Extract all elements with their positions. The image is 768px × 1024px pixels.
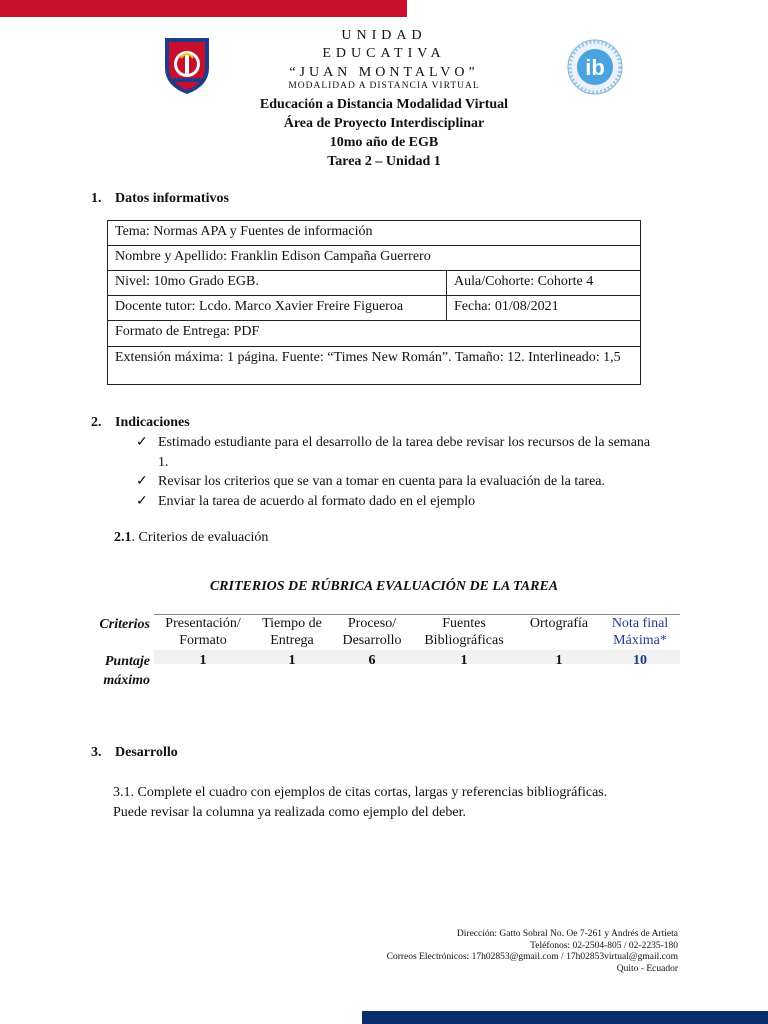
rubric-header-line-2: Formato: [179, 633, 227, 648]
list-item: [136, 492, 656, 512]
subsection-2-1-number: 2.1: [114, 530, 132, 545]
rubric-row-label-puntaje: [88, 652, 150, 690]
info-tema: Tema: Normas APA y Fuentes de información: [108, 221, 641, 246]
footer-contact: [387, 929, 678, 975]
document-heading: [0, 95, 768, 171]
rubric-score-proceso: 6: [368, 653, 376, 668]
rubric-header-line-2: Desarrollo: [342, 633, 402, 648]
desarrollo-line-2: Puede revisar la columna ya realizada como ejemplo del deber.: [113, 805, 466, 820]
rubric-row-label-criterios: Criterios: [99, 617, 150, 632]
checkmark-icon: ✓: [136, 493, 148, 509]
footer-telefonos: Teléfonos: 02-2504-805 / 02-2235-180: [530, 940, 678, 951]
rubric-score-presentacion: 1: [199, 653, 207, 668]
rubric-header-line-1: Proceso/: [347, 616, 397, 631]
info-formato: Formato de Entrega: PDF: [108, 321, 641, 347]
school-modality: MODALIDAD A DISTANCIA VIRTUAL: [288, 81, 480, 91]
list-item-text: Enviar la tarea de acuerdo al formato dado en el ejemplo: [158, 493, 476, 509]
rubric-score-nota-final: 10: [633, 653, 647, 668]
heading-line-3: 10mo año de EGB: [329, 135, 439, 150]
rubric-score-tiempo: 1: [288, 653, 296, 668]
section-1-number: 1.: [91, 191, 102, 206]
checkmark-icon: ✓: [136, 474, 148, 489]
top-red-bar: [0, 0, 407, 17]
info-table: [107, 220, 641, 385]
rubric-row-label-puntaje-line-2: máximo: [103, 673, 150, 688]
school-line-2: EDUCATIVA: [322, 46, 446, 61]
rubric-header-line-2: Bibliográficas: [424, 633, 504, 648]
subsection-2-1-title: . Criterios de evaluación: [131, 530, 269, 545]
list-item: [136, 433, 656, 472]
rubric-header-fuentes: [412, 615, 516, 649]
section-3-heading: [91, 745, 178, 761]
list-item: [136, 472, 656, 492]
info-aula: Aula/Cohorte: Cohorte 4: [447, 271, 641, 296]
rubric-header-line-1: Fuentes: [442, 616, 486, 631]
section-1-title: Datos informativos: [115, 191, 229, 206]
rubric-header-proceso: [336, 615, 408, 649]
rubric-header-line-2: Entrega: [270, 633, 314, 648]
school-line-1: UNIDAD: [341, 28, 427, 43]
section-2-heading: [91, 415, 190, 431]
rubric-header-tiempo: [252, 615, 332, 649]
footer-ciudad: Quito - Ecuador: [616, 963, 678, 974]
bottom-blue-bar: [362, 1011, 768, 1024]
heading-line-1: Educación a Distancia Modalidad Virtual: [259, 97, 509, 112]
indicaciones-list: [136, 433, 656, 511]
rubric-header-nota-final: [602, 615, 678, 649]
section-1-heading: [91, 191, 229, 207]
heading-line-4: Tarea 2 – Unidad 1: [327, 154, 441, 169]
info-nombre: Nombre y Apellido: Franklin Edison Campaña Guerrero: [108, 246, 641, 271]
desarrollo-line-1: 3.1. Complete el cuadro con ejemplos de citas cortas, largas y referencias bibliográficas.: [113, 785, 608, 800]
rubric-title: CRITERIOS DE RÚBRICA EVALUACIÓN DE LA TAREA: [209, 579, 559, 594]
section-2-number: 2.: [91, 415, 102, 430]
rubric-header-line-2: Máxima*: [613, 633, 667, 648]
section-3-title: Desarrollo: [115, 745, 178, 760]
info-fecha: Fecha: 01/08/2021: [447, 296, 641, 321]
rubric-header-line-1: Ortografía: [529, 616, 589, 631]
footer-direccion: Dirección: Gatto Sobral No. Oe 7-261 y Andrés de Artieta: [456, 929, 678, 939]
info-docente: Docente tutor: Lcdo. Marco Xavier Freire Figueroa: [108, 296, 447, 321]
rubric-header-line-1: Nota final: [611, 616, 669, 631]
heading-line-2: Área de Proyecto Interdisciplinar: [283, 116, 485, 131]
subsection-2-1: [114, 530, 268, 546]
school-line-3: “JUAN MONTALVO”: [289, 65, 479, 80]
footer-correos: Correos Electrónicos: 17h02853@gmail.com / 17h02853virtual@gmail.com: [386, 952, 678, 962]
rubric-row-label-puntaje-line-1: Puntaje: [104, 654, 150, 669]
list-item-text: Revisar los criterios que se van a tomar en cuenta para la evaluación de la tarea.: [158, 474, 606, 489]
info-nivel: Nivel: 10mo Grado EGB.: [108, 271, 447, 296]
checkmark-icon: ✓: [136, 435, 148, 450]
desarrollo-paragraph: [113, 783, 673, 823]
info-extension: Extensión máxima: 1 página. Fuente: “Times New Román”. Tamaño: 12. Interlineado: 1,5: [108, 347, 641, 385]
list-item-text: Estimado estudiante para el desarrollo de la tarea debe revisar los recursos de la semana 1.: [158, 435, 651, 470]
section-2-title: Indicaciones: [115, 415, 190, 430]
ib-logo-mark: ib: [585, 55, 605, 80]
rubric-header-line-1: Tiempo de: [262, 616, 322, 631]
section-3-number: 3.: [91, 745, 102, 760]
rubric-score-ortografia: 1: [555, 653, 563, 668]
rubric-header-ortografia: [520, 615, 598, 632]
rubric-header-line-1: Presentación/: [165, 616, 241, 631]
rubric-score-fuentes: 1: [460, 653, 468, 668]
rubric-header-presentacion: [158, 615, 248, 649]
